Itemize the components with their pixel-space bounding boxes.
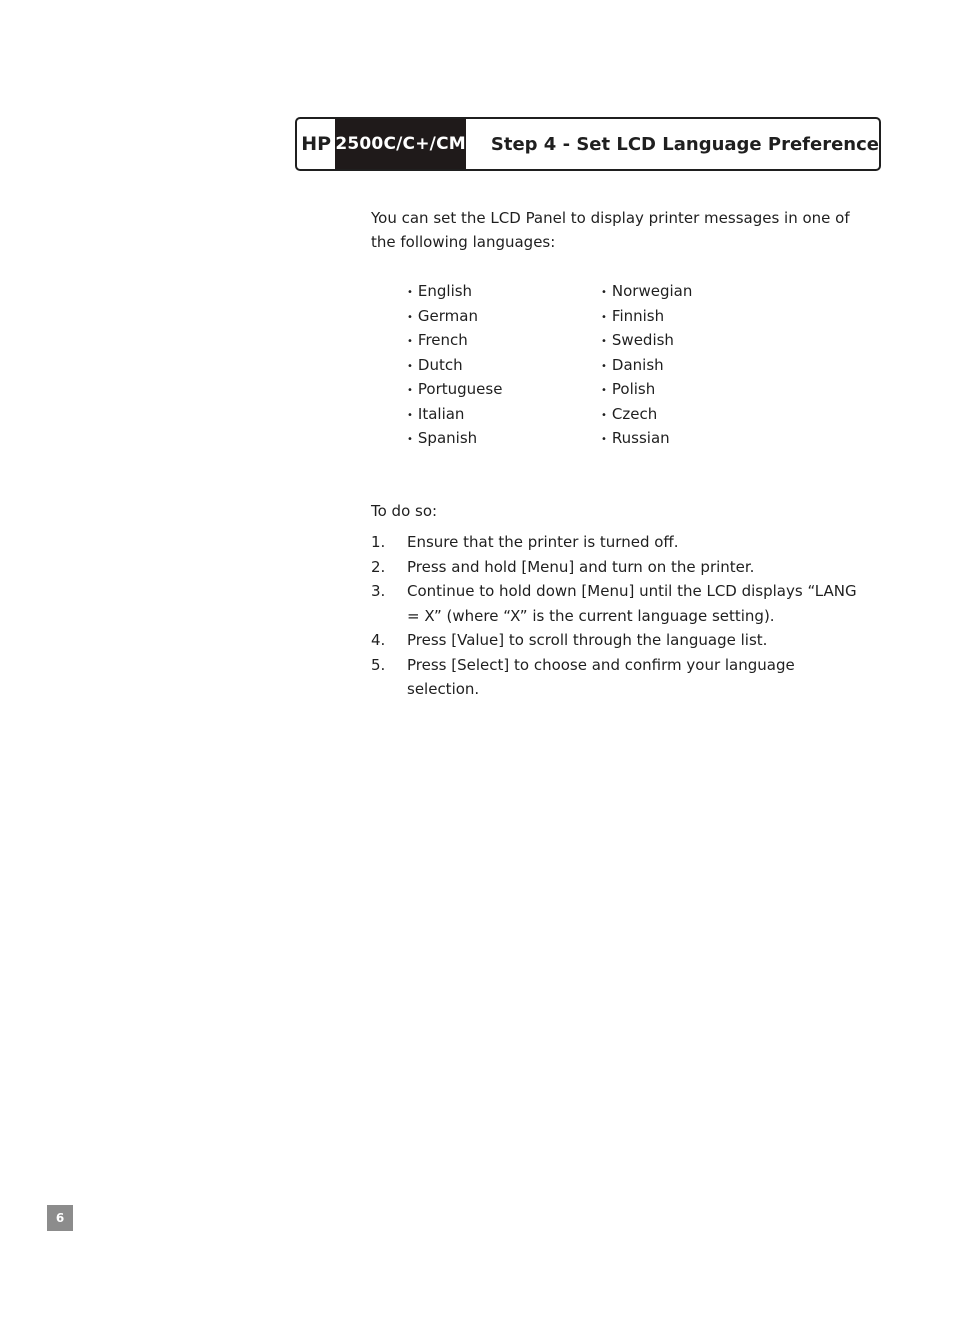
list-item: • Italian bbox=[407, 402, 502, 427]
list-item: • Czech bbox=[601, 402, 692, 427]
todo-label: To do so: bbox=[371, 502, 438, 520]
step-text: Press and hold [Menu] and turn on the printer. bbox=[407, 557, 755, 576]
step-number: 4. bbox=[371, 631, 386, 649]
step-item bbox=[371, 628, 861, 653]
section-header bbox=[295, 117, 881, 171]
language-list-right bbox=[601, 279, 692, 451]
page-number-badge: 6 bbox=[47, 1205, 73, 1231]
language-list-left bbox=[407, 279, 502, 451]
intro-paragraph: You can set the LCD Panel to display printer messages in one of the following languages: bbox=[371, 209, 850, 251]
list-item: • Danish bbox=[601, 353, 692, 378]
list-item: • Finnish bbox=[601, 304, 692, 329]
step-number: 1. bbox=[371, 533, 386, 551]
step-number: 5. bbox=[371, 655, 386, 674]
list-item: • German bbox=[407, 304, 502, 329]
step-text: Press [Select] to choose and confirm your language selection. bbox=[407, 655, 795, 698]
list-item: • Dutch bbox=[407, 353, 502, 378]
list-item: • English bbox=[407, 279, 502, 304]
list-item: • Norwegian bbox=[601, 279, 692, 304]
step-number: 2. bbox=[371, 557, 386, 576]
step-text: Press [Value] to scroll through the language list. bbox=[407, 631, 768, 649]
list-item: • Swedish bbox=[601, 328, 692, 353]
list-item: • French bbox=[407, 328, 502, 353]
step-item bbox=[371, 579, 861, 628]
step-text: Ensure that the printer is turned off. bbox=[407, 533, 679, 551]
list-item: • Polish bbox=[601, 377, 692, 402]
list-item: • Russian bbox=[601, 426, 692, 451]
step-item bbox=[371, 555, 861, 580]
step-number: 3. bbox=[371, 582, 386, 600]
step-text: Continue to hold down [Menu] until the LCD displays “LANG = X” (where “X” is the current language setting). bbox=[407, 582, 857, 625]
page-title: Step 4 - Set LCD Language Preference bbox=[490, 133, 879, 155]
header-model: 2500C/C+/CM bbox=[335, 119, 466, 169]
list-item: • Portuguese bbox=[407, 377, 502, 402]
step-item bbox=[371, 653, 861, 702]
step-item bbox=[371, 530, 861, 555]
header-brand: HP bbox=[301, 133, 332, 155]
steps-list bbox=[371, 530, 861, 702]
list-item: • Spanish bbox=[407, 426, 502, 451]
